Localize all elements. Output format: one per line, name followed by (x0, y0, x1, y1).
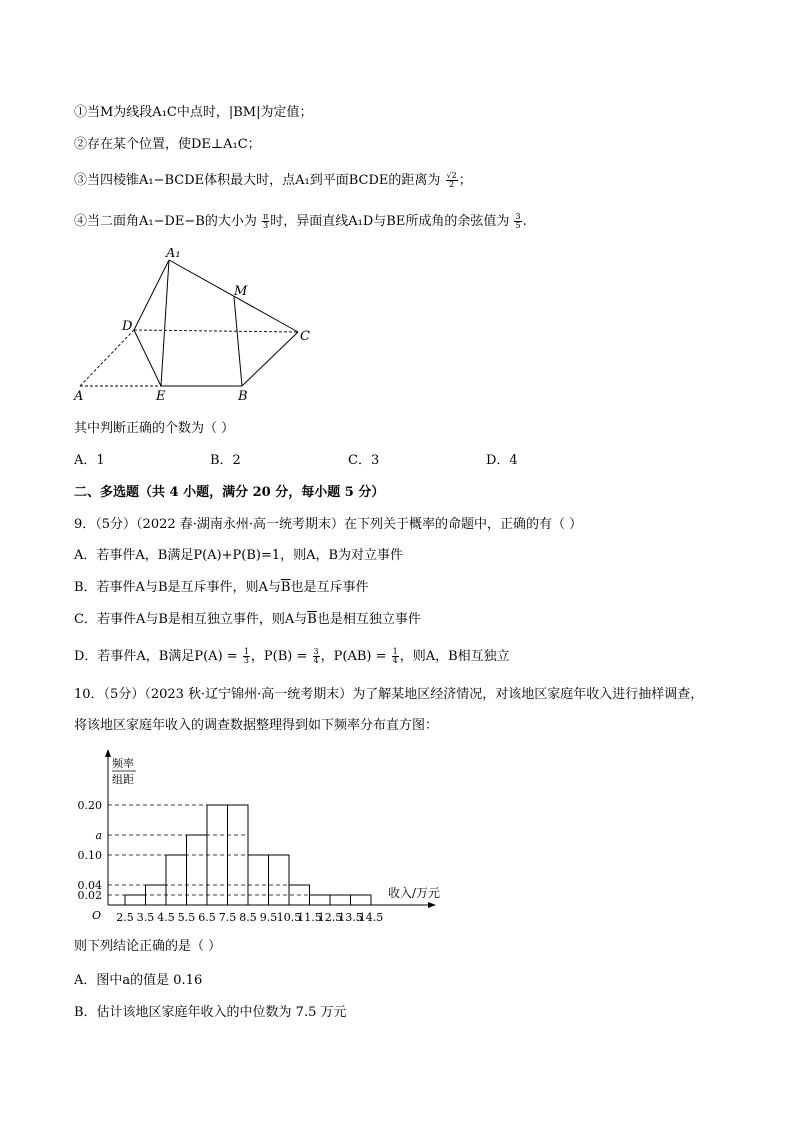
statement-4-end: . (522, 214, 527, 229)
edge-D-E (134, 330, 161, 386)
x-tick-label: 5.5 (177, 911, 196, 924)
choice-d-mid-2: ，P(AB) = (320, 649, 387, 664)
fraction-numerator: 1 (392, 647, 398, 656)
statement-4-fraction-1 (262, 213, 269, 230)
question-8-stem: 其中判断正确的个数为（ ） (74, 421, 235, 436)
x-tick-label: 11.5 (297, 911, 322, 924)
question-9-choice-d[interactable] (74, 648, 510, 666)
y-axis-label-denominator: 组距 (112, 773, 134, 786)
question-10-prompt: 则下列结论正确的是（ ） (74, 939, 222, 954)
histogram-bar (146, 885, 167, 905)
question-9-choice-c[interactable] (74, 611, 421, 629)
y-axis-label-numerator: 频率 (112, 757, 134, 770)
histogram-bar (269, 855, 290, 905)
histogram-bar (125, 895, 146, 905)
choice-d-suffix: ，则A，B相互独立 (399, 649, 510, 664)
histogram-bar (187, 835, 208, 905)
label-D: D (122, 319, 133, 334)
x-tick-label: 14.5 (358, 911, 384, 924)
fraction-denominator: 4 (392, 656, 398, 665)
x-tick-label: 13.5 (338, 911, 363, 924)
choice-d-mid-1: ，P(B) = (250, 649, 308, 664)
fraction-denominator: 4 (313, 656, 319, 665)
statement-4 (74, 213, 527, 231)
question-9-choice-a[interactable]: A．若事件A，B满足P(A)+P(B)=1，则A，B为对立事件 (74, 548, 404, 563)
x-tick-label: 3.5 (136, 911, 155, 924)
fraction-numerator: 3 (313, 647, 319, 656)
label-A: A (74, 389, 84, 404)
edge-A-D-dashed (80, 330, 134, 386)
label-B: B (238, 389, 248, 404)
histogram-bar (330, 895, 351, 905)
question-8-choice-b[interactable]: B．2 (210, 453, 241, 468)
fraction-pb (313, 648, 320, 665)
choice-b-prefix: B．若事件A与B是互斥事件，则A与 (74, 580, 281, 595)
x-tick-label: 4.5 (157, 911, 175, 924)
segment-M-B (234, 297, 242, 386)
x-tick-label: 2.5 (116, 911, 134, 924)
frequency-histogram (70, 745, 460, 925)
question-10-stem-line-2: 将该地区家庭年收入的调查数据整理得到如下频率分布直方图： (74, 718, 439, 733)
fraction-numerator: 1 (243, 647, 249, 656)
choice-c-complement: $\overline{B}$ (307, 612, 317, 627)
y-tick-label: 0.20 (77, 799, 102, 812)
y-tick-label: 0.02 (77, 889, 102, 902)
y-tick-label: a (95, 829, 102, 842)
histogram-bar (248, 855, 269, 905)
question-9-stem: 9．（5分）（2022 春·湖南永州·高一统考期末）在下列关于概率的命题中，正确的有（ ） (74, 517, 583, 532)
question-8-choice-c[interactable]: C．3 (348, 453, 380, 468)
fraction-numerator: √2 (446, 171, 457, 180)
statement-1-prefix: ①当M为线段A₁C中点时， (74, 105, 229, 120)
statement-3-fraction (446, 172, 458, 189)
label-A1: A₁ (166, 248, 181, 261)
statement-2 (74, 136, 261, 154)
edge-D-C-dashed (134, 330, 298, 332)
question-10-choice-a[interactable]: A．图中a的值是 0.16 (74, 973, 203, 988)
section-2-title: 二、多选题（共 4 小题，满分 20 分，每小题 5 分） (74, 485, 385, 500)
choice-b-complement: $\overline{B}$ (280, 580, 291, 595)
edge-A1-D (134, 260, 169, 330)
fraction-pab (392, 648, 399, 665)
x-tick-label: 8.5 (239, 911, 257, 924)
statement-3 (74, 172, 472, 190)
x-axis-label: 收入/万元 (388, 886, 441, 900)
fraction-pa (243, 648, 250, 665)
x-tick-label: 9.5 (259, 911, 278, 924)
question-8-choice-a[interactable]: A．1 (74, 453, 105, 468)
statement-3-end: ； (458, 173, 472, 188)
question-10-choice-b[interactable]: B．估计该地区家庭年收入的中位数为 7.5 万元 (74, 1005, 347, 1020)
fraction-denominator: 3 (243, 656, 249, 665)
label-M: M (234, 284, 248, 299)
statement-1-expr: |BM| (228, 105, 261, 120)
origin-label: O (92, 909, 102, 922)
histogram-bar (351, 895, 372, 905)
x-tick-label: 10.5 (276, 911, 302, 924)
question-8-choice-d[interactable]: D．4 (486, 453, 518, 468)
edge-B-C (242, 332, 298, 386)
statement-1 (74, 104, 313, 122)
x-axis-arrow-icon (428, 902, 436, 908)
histogram-bar (310, 895, 331, 905)
y-tick-label: 0.04 (77, 879, 102, 892)
geometry-figure (70, 248, 320, 408)
choice-b-suffix: 也是互斥事件 (290, 580, 369, 595)
x-tick-label: 7.5 (218, 911, 237, 924)
label-E: E (156, 389, 166, 404)
fraction-denominator: 2 (449, 180, 455, 189)
choice-d-prefix: D．若事件A，B满足P(A) = (74, 649, 238, 664)
fraction-numerator: π (263, 212, 269, 221)
question-9-choice-b[interactable] (74, 579, 368, 597)
choice-c-prefix: C．若事件A与B是相互独立事件，则A与 (74, 612, 308, 627)
statement-4-text-a: ④当二面角A₁−DE−B的大小为 (74, 214, 257, 229)
statement-3-text: ③当四棱锥A₁−BCDE体积最大时，点A₁到平面BCDE的距离为 (74, 173, 441, 188)
x-tick-label: 12.5 (317, 911, 343, 924)
fraction-numerator: 3 (515, 212, 521, 221)
statement-4-text-b: 时，异面直线A₁D与BE所成角的余弦值为 (270, 214, 510, 229)
y-tick-label: 0.10 (77, 849, 102, 862)
choice-c-suffix: 也是相互独立事件 (316, 612, 421, 627)
histogram-bar (166, 855, 187, 905)
fraction-denominator: 5 (515, 221, 521, 230)
fraction-denominator: 3 (263, 221, 269, 230)
label-C: C (300, 329, 310, 344)
statement-2-text: ②存在某个位置，使DE⊥A₁C； (74, 137, 261, 152)
edge-A1-E (161, 260, 169, 386)
x-tick-label: 6.5 (198, 911, 216, 924)
statement-1-suffix: 为定值； (260, 105, 313, 120)
histogram-bar (207, 805, 228, 905)
question-10-stem-line-1: 10．（5分）（2023 秋·辽宁锦州·高一统考期末）为了解某地区经济情况，对该地区家庭年收入进行抽样调查， (74, 687, 704, 702)
statement-4-fraction-2 (514, 213, 521, 230)
y-axis-arrow-icon (105, 749, 111, 757)
